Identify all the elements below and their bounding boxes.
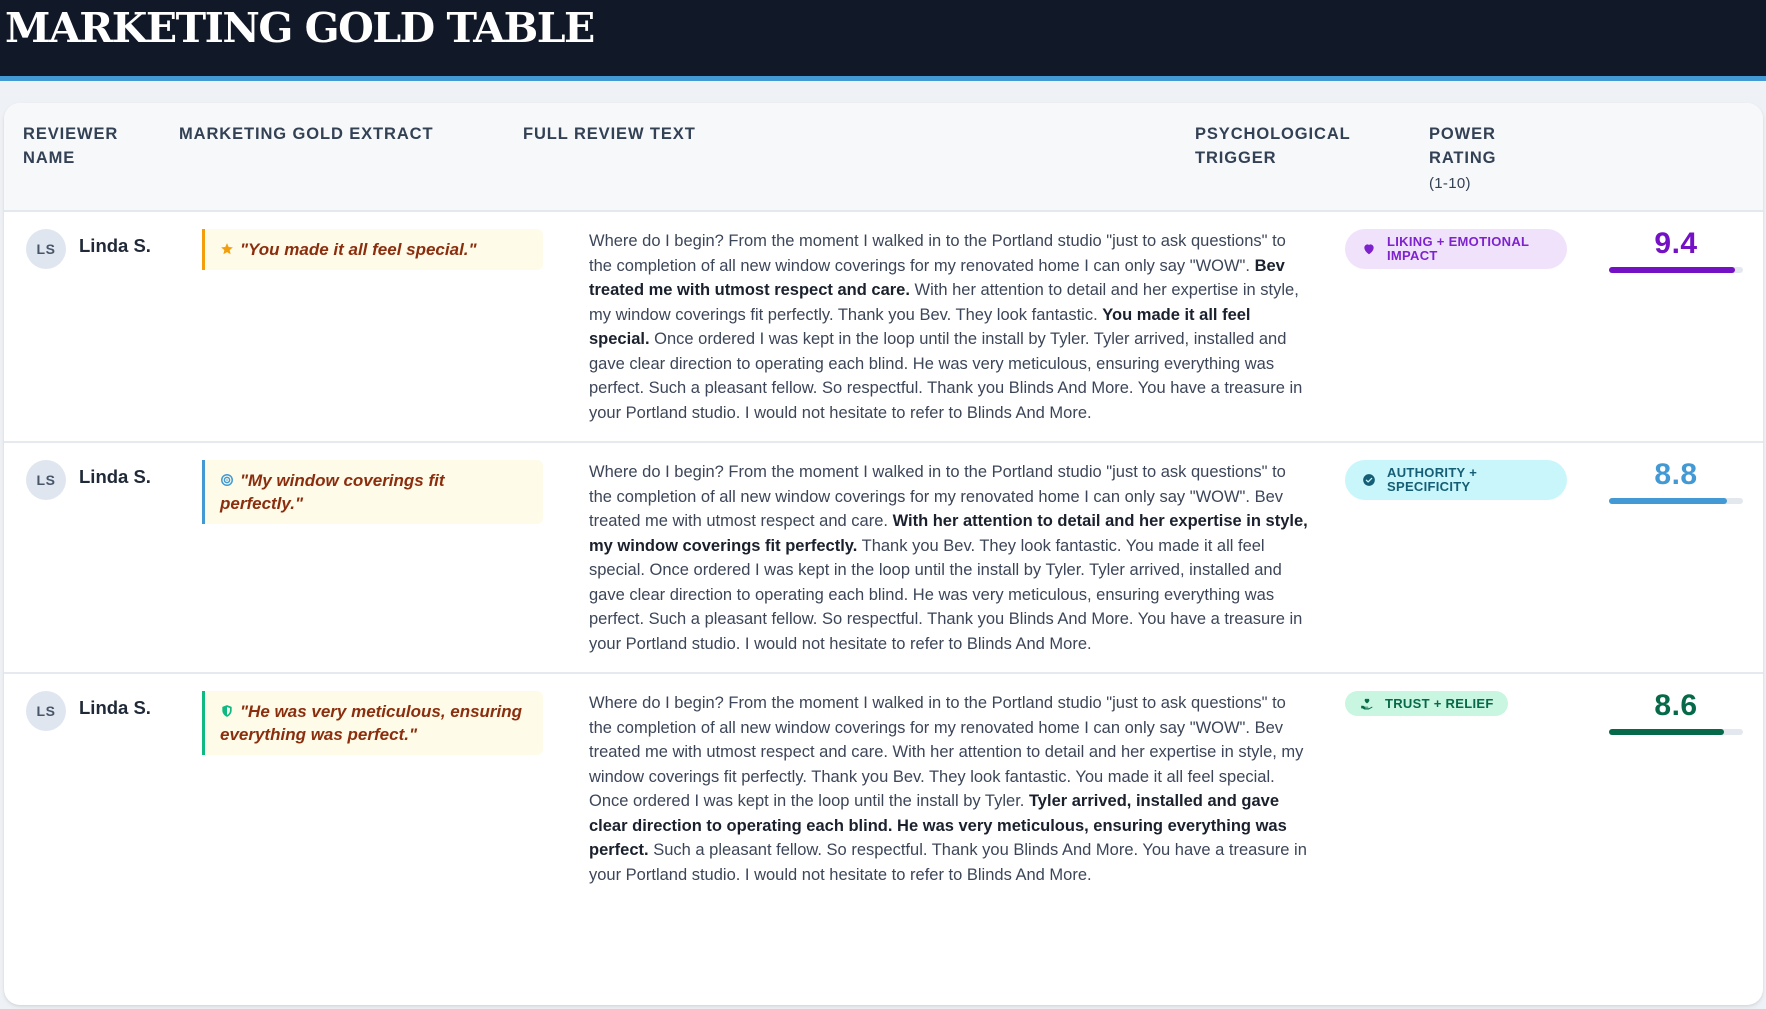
power-rating xyxy=(1609,458,1743,504)
rating-bar xyxy=(1609,498,1743,504)
review-highlight: Tyler arrived, installed and gave clear direction to operating each blind. He was very meticulous, ensuring everything was perfect. xyxy=(589,792,1287,859)
rating-value: 9.4 xyxy=(1654,227,1698,260)
review-segment: Where do I begin? From the moment I walked in to the Portland studio "just to ask questions" to the completion of all new window coverings for my renovated home I can only say "WOW". xyxy=(589,232,1286,275)
reviewer-cell xyxy=(26,229,151,269)
heart-icon xyxy=(1362,242,1376,256)
avatar: LS xyxy=(26,229,66,269)
column-header-power-rating xyxy=(1429,122,1549,196)
hand-heart-icon xyxy=(1360,697,1374,711)
review-segment: With her attention to detail and her expertise in style, my window coverings fit perfectly. Thank you Bev. They look fantastic. xyxy=(589,281,1299,324)
marketing-extract xyxy=(202,691,543,755)
table-header xyxy=(4,103,1763,212)
rating-bar-fill xyxy=(1609,498,1727,504)
column-header-psychological-trigger: PSYCHOLOGICAL TRIGGER xyxy=(1195,125,1351,167)
review-highlight: Bev treated me with utmost respect and care. xyxy=(589,256,1285,299)
marketing-gold-table xyxy=(4,103,1763,1005)
reviewer-name: Linda S. xyxy=(79,235,151,256)
review-segment: Once ordered I was kept in the loop until the install by Tyler. Tyler arrived, installed and gave clear direction to operating each blind. He was very meticulous, ensuring everything was perfect. Such a pleasant fellow. So respectful. Thank you Blinds And More. You have a treasure in your Portland studio. I would not hesitate to refer to Blinds And More. xyxy=(589,330,1303,422)
top-header-bar xyxy=(0,0,1766,76)
full-review-text xyxy=(589,460,1309,656)
rating-value: 8.6 xyxy=(1654,689,1698,722)
check-badge-icon xyxy=(1362,473,1376,487)
avatar: LS xyxy=(26,460,66,500)
review-segment: Such a pleasant fellow. So respectful. Thank you Blinds And More. You have a treasure in your Portland studio. I would not hesitate to refer to Blinds And More. xyxy=(589,841,1307,884)
rating-value: 8.8 xyxy=(1654,458,1698,491)
review-highlight: You made it all feel special. xyxy=(589,305,1251,348)
review-segment: Where do I begin? From the moment I walked in to the Portland studio "just to ask questions" to the completion of all new window coverings for my renovated home I can only say "WOW". Bev treated me with utmost respect and care. xyxy=(589,463,1286,530)
reviewer-name: Linda S. xyxy=(79,466,151,487)
rating-bar xyxy=(1609,267,1743,273)
marketing-extract xyxy=(202,460,543,524)
star-icon xyxy=(220,242,234,256)
full-review-text xyxy=(589,691,1309,887)
rating-bar-fill xyxy=(1609,729,1724,735)
column-header-marketing-gold-extract: MARKETING GOLD EXTRACT xyxy=(179,125,434,143)
marketing-extract xyxy=(202,229,543,270)
header-accent-line xyxy=(0,76,1766,81)
power-rating-label: POWER RATING xyxy=(1429,125,1497,167)
power-rating xyxy=(1609,689,1743,735)
rating-bar-fill xyxy=(1609,267,1735,273)
reviewer-cell xyxy=(26,460,151,500)
trigger-badge xyxy=(1345,691,1508,716)
reviewer-cell xyxy=(26,691,151,731)
trigger-label: LIKING + EMOTIONAL IMPACT xyxy=(1387,234,1530,263)
full-review-text xyxy=(589,229,1309,425)
trigger-label: AUTHORITY + SPECIFICITY xyxy=(1387,465,1478,494)
shield-icon xyxy=(220,704,234,718)
extract-text: "My window coverings fit perfectly." xyxy=(220,471,445,513)
rating-bar xyxy=(1609,729,1743,735)
table-row xyxy=(4,443,1763,674)
trigger-badge xyxy=(1345,460,1567,500)
extract-text: "He was very meticulous, ensuring everything was perfect." xyxy=(220,702,523,744)
review-segment: Thank you Bev. They look fantastic. You made it all feel special. Once ordered I was kept in the loop until the install by Tyler. Tyler arrived, installed and gave clear direction to operating each blind. He was very meticulous, ensuring everything was perfect. Such a pleasant fellow. So respectful. Thank you Blinds And More. You have a treasure in your Portland studio. I would not hesitate to refer to Blinds And More. xyxy=(589,536,1303,653)
column-header-reviewer-name: REVIEWER NAME xyxy=(23,125,119,167)
column-header-full-review-text: FULL REVIEW TEXT xyxy=(523,125,696,143)
trigger-badge xyxy=(1345,229,1567,269)
avatar: LS xyxy=(26,691,66,731)
table-row xyxy=(4,674,1763,1005)
power-rating xyxy=(1609,227,1743,273)
table-row xyxy=(4,212,1763,443)
target-icon xyxy=(220,473,234,487)
extract-text: "You made it all feel special." xyxy=(240,240,477,259)
review-highlight: With her attention to detail and her expertise in style, my window coverings fit perfectly. xyxy=(589,512,1308,555)
power-rating-scale: (1-10) xyxy=(1429,175,1471,192)
page-title: MARKETING GOLD TABLE xyxy=(5,4,594,52)
reviewer-name: Linda S. xyxy=(79,697,151,718)
trigger-label: TRUST + RELIEF xyxy=(1385,695,1494,711)
review-segment: Where do I begin? From the moment I walked in to the Portland studio "just to ask questions" to the completion of all new window coverings for my renovated home I can only say "WOW". Bev treated me with utmost respect and care. With her attention to detail and her expertise in style, my window coverings fit perfectly. Thank you Bev. They look fantastic. You made it all feel special. Once ordered I was kept in the loop until the install by Tyler. xyxy=(589,694,1304,810)
